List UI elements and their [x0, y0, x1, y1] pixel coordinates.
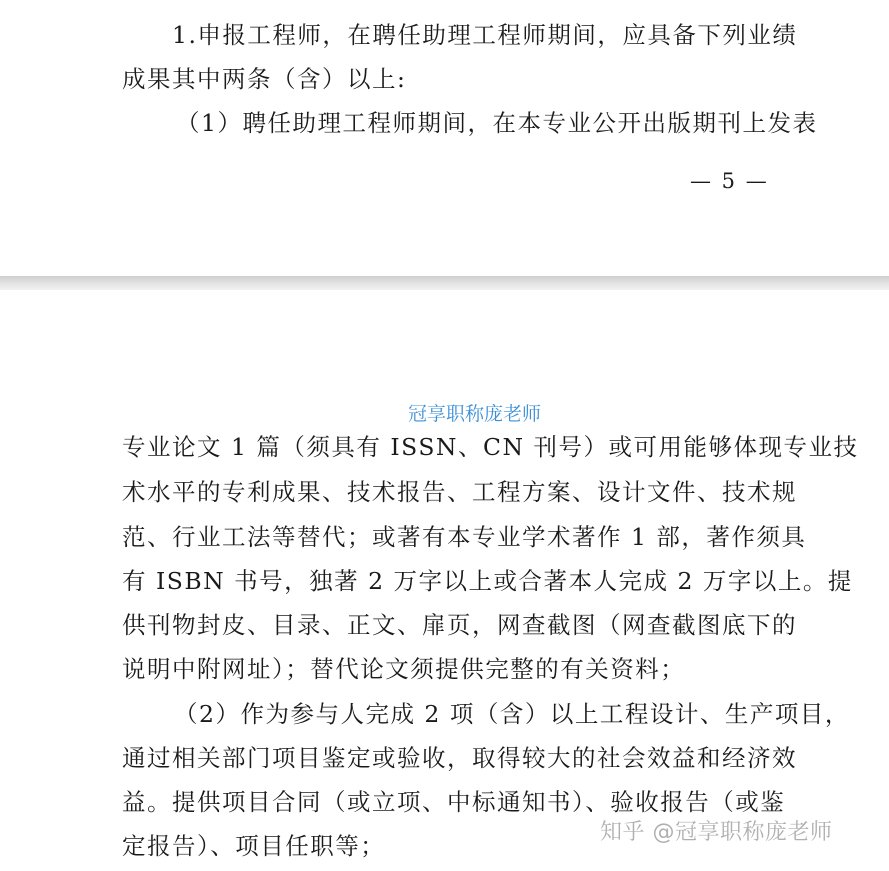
paragraph-line: 有 ISBN 书号，独著 2 万字以上或合著本人完成 2 万字以上。提 [122, 567, 853, 595]
paragraph-line: 1.申报工程师，在聘任助理工程师期间，应具备下列业绩 [172, 21, 798, 49]
paragraph-line: 术水平的专利成果、技术报告、工程方案、设计文件、技术规 [122, 478, 797, 506]
zhihu-watermark: 知乎 @冠享职称庞老师 [600, 820, 833, 845]
paragraph-line: 益。提供项目合同（或立项、中标通知书）、验收报告（或鉴 [122, 788, 786, 816]
paragraph-line: 说明中附网址）；替代论文须提供完整的有关资料； [122, 655, 686, 683]
page-separator [0, 276, 889, 290]
paragraph-line: （1）聘任助理工程师期间，在本专业公开出版期刊上发表 [176, 109, 818, 137]
paragraph-line: 范、行业工法等替代；或著有本专业学术著作 1 部，著作须具 [122, 523, 807, 551]
paragraph-line: 专业论文 1 篇（须具有 ISSN、CN 刊号）或可用能够体现专业技 [122, 433, 859, 461]
watermark-text: 冠享职称庞老师 [408, 403, 542, 425]
page-number: — 5 — [690, 169, 769, 193]
paragraph-line: 成果其中两条（含）以上: [122, 65, 407, 93]
paragraph-line: 定报告）、项目任职等； [122, 832, 386, 860]
paragraph-line: 供刊物封皮、目录、正文、扉页，网查截图（网查截图底下的 [122, 611, 797, 639]
paragraph-line: 通过相关部门项目鉴定或验收，取得较大的社会效益和经济效 [122, 744, 797, 772]
paragraph-line: （2）作为参与人完成 2 项（含）以上工程设计、生产项目， [174, 700, 850, 728]
